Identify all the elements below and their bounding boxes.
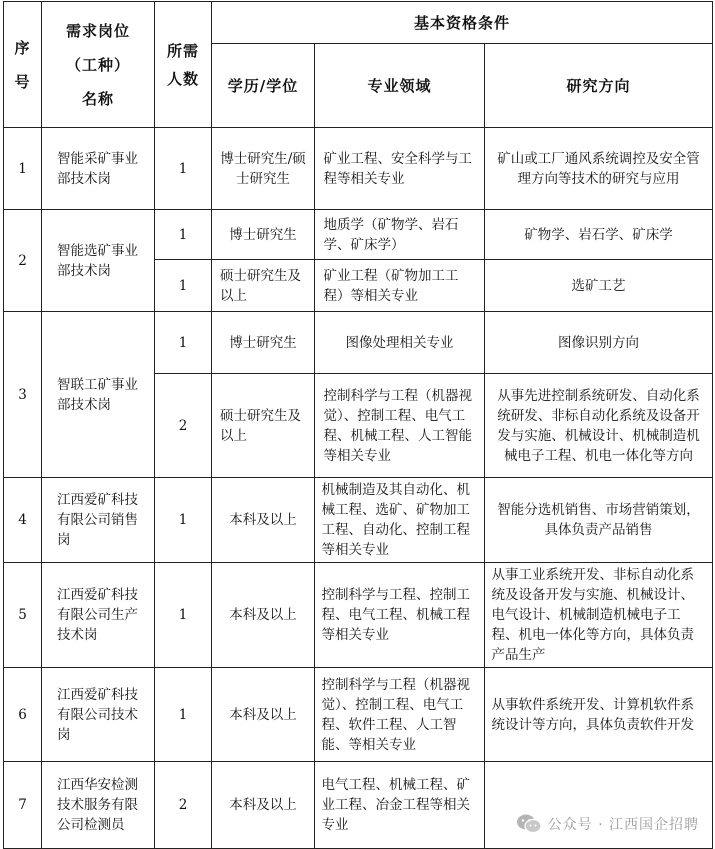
cell-edu: 本科及以上 bbox=[212, 762, 315, 849]
cell-edu: 博士研究生/硕士研究生 bbox=[212, 128, 315, 210]
cell-field: 矿业工程、安全科学与工程等相关专业 bbox=[315, 128, 485, 210]
cell-field: 控制科学与工程（机器视觉）、控制工程、电气工程、机械工程、人工智能等相关专业 bbox=[315, 374, 485, 478]
cell-count: 2 bbox=[155, 762, 212, 849]
cell-research: 图像识别方向 bbox=[485, 312, 713, 374]
cell-seq: 4 bbox=[4, 478, 42, 563]
table-row bbox=[4, 563, 713, 668]
cell-edu: 博士研究生 bbox=[212, 210, 315, 260]
cell-field: 控制科学与工程、控制工程、电气工程、机械工程等相关专业 bbox=[315, 563, 485, 668]
cell-post: 智能采矿事业部技术岗 bbox=[42, 128, 155, 210]
table-row bbox=[4, 478, 713, 563]
header-field: 专业领域 bbox=[315, 44, 485, 128]
table-row bbox=[4, 210, 713, 260]
wechat-icon bbox=[516, 813, 542, 835]
cell-seq: 7 bbox=[4, 762, 42, 849]
cell-research: 从事先进控制系统研发、自动化系统研发、非标自动化系统及设备开发与实施、机械设计、机械制造机械电子工程、机电一体化等方向 bbox=[485, 374, 713, 478]
cell-research: 从事工业系统开发、非标自动化系统及设备开发与实施、机械设计、电气设计、机械制造机械电子工程、机电一体化等方向，具体负责产品生产 bbox=[485, 563, 713, 668]
cell-research: 矿山或工厂通风系统调控及安全管理方向等技术的研究与应用 bbox=[485, 128, 713, 210]
cell-field: 电气工程、机械工程、矿业工程、冶金工程等相关专业 bbox=[315, 762, 485, 849]
cell-post: 江西爱矿科技有限公司销售岗 bbox=[42, 478, 155, 563]
header-edu: 学历/学位 bbox=[212, 44, 315, 128]
cell-post: 江西爱矿科技有限公司技术岗 bbox=[42, 668, 155, 762]
table-row bbox=[4, 312, 713, 374]
header-count-line1: 所需 bbox=[166, 41, 199, 60]
header-basic: 基本资格条件 bbox=[212, 2, 713, 44]
cell-post: 智联工矿事业部技术岗 bbox=[42, 312, 155, 478]
cell-count: 1 bbox=[155, 478, 212, 563]
cell-research: 智能分选机销售、市场营销策划，具体负责产品销售 bbox=[485, 478, 713, 563]
cell-field: 图像处理相关专业 bbox=[315, 312, 485, 374]
cell-edu: 硕士研究生及以上 bbox=[212, 374, 315, 478]
cell-count: 1 bbox=[155, 668, 212, 762]
cell-count: 1 bbox=[155, 312, 212, 374]
header-seq: 序号 bbox=[4, 2, 42, 128]
cell-post: 智能选矿事业部技术岗 bbox=[42, 210, 155, 312]
cell-field: 矿业工程（矿物加工工程）等相关专业 bbox=[315, 260, 485, 312]
header-post-line3: 名称 bbox=[81, 89, 114, 108]
cell-edu: 本科及以上 bbox=[212, 563, 315, 668]
header-post-line2: （工种） bbox=[65, 55, 130, 74]
table-row bbox=[4, 762, 713, 849]
cell-count: 1 bbox=[155, 210, 212, 260]
cell-seq: 5 bbox=[4, 563, 42, 668]
header-post bbox=[42, 2, 155, 128]
cell-field: 控制科学与工程（机器视觉）、控制工程、电气工程、软件工程、人工智能、等相关专业 bbox=[315, 668, 485, 762]
cell-edu: 硕士研究生及以上 bbox=[212, 260, 315, 312]
cell-count: 1 bbox=[155, 260, 212, 312]
header-post-line1: 需求岗位 bbox=[65, 21, 130, 40]
cell-seq: 3 bbox=[4, 312, 42, 478]
cell-post: 江西爱矿科技有限公司生产技术岗 bbox=[42, 563, 155, 668]
cell-count: 2 bbox=[155, 374, 212, 478]
cell-field: 地质学（矿物学、岩石学、矿床学） bbox=[315, 210, 485, 260]
cell-research: 选矿工艺 bbox=[485, 260, 713, 312]
cell-research bbox=[485, 762, 713, 849]
cell-field: 机械制造及其自动化、机械工程、选矿、矿物加工工程、自动化、控制工程等相关专业 bbox=[315, 478, 485, 563]
table-row bbox=[4, 128, 713, 210]
table-row bbox=[4, 668, 713, 762]
watermark bbox=[516, 813, 699, 835]
cell-edu: 本科及以上 bbox=[212, 478, 315, 563]
header-research: 研究方向 bbox=[485, 44, 713, 128]
header-count-line2: 人数 bbox=[166, 69, 199, 88]
cell-research: 矿物学、岩石学、矿床学 bbox=[485, 210, 713, 260]
cell-seq: 1 bbox=[4, 128, 42, 210]
recruitment-table bbox=[3, 1, 713, 849]
cell-count: 1 bbox=[155, 128, 212, 210]
cell-count: 1 bbox=[155, 563, 212, 668]
cell-post: 江西华安检测技术服务有限公司检测员 bbox=[42, 762, 155, 849]
cell-seq: 6 bbox=[4, 668, 42, 762]
cell-research: 从事软件系统开发、计算机软件系统设计等方向，具体负责软件开发 bbox=[485, 668, 713, 762]
header-count bbox=[155, 2, 212, 128]
watermark-text: 公众号 · 江西国企招聘 bbox=[547, 817, 699, 833]
cell-edu: 博士研究生 bbox=[212, 312, 315, 374]
cell-seq: 2 bbox=[4, 210, 42, 312]
cell-edu: 本科及以上 bbox=[212, 668, 315, 762]
